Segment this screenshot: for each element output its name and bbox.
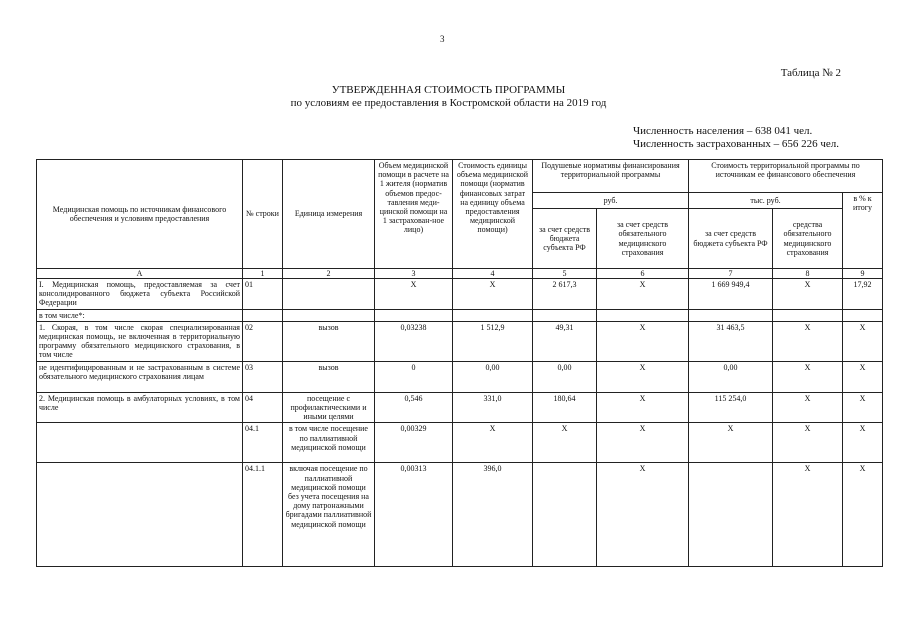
row-unit: вызов <box>283 361 375 392</box>
row-col-8 <box>773 309 843 321</box>
row-col-6: X <box>597 392 689 423</box>
header-col-8: средства обязательного медицинского страхования <box>773 209 843 269</box>
row-unit-cost: 0,00 <box>453 361 533 392</box>
num-6: 6 <box>597 269 689 279</box>
row-col-5: 0,00 <box>533 361 597 392</box>
table-label: Таблица № 2 <box>780 67 841 79</box>
title-line-1: УТВЕРЖДЕННАЯ СТОИМОСТЬ ПРОГРАММЫ <box>331 84 566 96</box>
row-unit-cost <box>453 309 533 321</box>
row-col-8: X <box>773 392 843 423</box>
header-col-9: в % к итогу <box>843 193 883 269</box>
header-col-1: № строки <box>243 160 283 269</box>
row-unit <box>283 279 375 310</box>
row-col-7: X <box>689 423 773 463</box>
row-unit-cost: 1 512,9 <box>453 321 533 361</box>
header-row-1 <box>37 160 883 193</box>
header-col-7: за счет средств бюджета субъекта РФ <box>689 209 773 269</box>
row-col-6: X <box>597 279 689 310</box>
table-row <box>37 309 883 321</box>
row-unit-cost: 331,0 <box>453 392 533 423</box>
title-line-2: по условиям ее предоставления в Костромской области на 2019 год <box>290 97 607 109</box>
row-number: 02 <box>243 321 283 361</box>
row-col-5 <box>533 309 597 321</box>
row-label <box>37 423 243 463</box>
table-row <box>37 423 883 463</box>
num-8: 8 <box>773 269 843 279</box>
row-label: 1. Скорая, в том числе скорая специализированная медицинская помощь, не включенная в территориальную программу обязательного медицинского страхования, в том числе <box>37 321 243 361</box>
header-group-cost: Стоимость территориальной программы по источникам ее финансового обеспечения <box>689 160 883 193</box>
row-col-9: X <box>843 392 883 423</box>
header-col-6: за счет средств обязательного медицинского страхования <box>597 209 689 269</box>
row-col-5: X <box>533 423 597 463</box>
header-col-2: Единица измерения <box>283 160 375 269</box>
row-col-5: 180,64 <box>533 392 597 423</box>
table-row <box>37 279 883 310</box>
header-group-norm: Подушевые нормативы финансирования территориальной программы <box>533 160 689 193</box>
document-title <box>0 84 897 110</box>
row-col-9: 17,92 <box>843 279 883 310</box>
row-label: не идентифицированным и не застрахованным в системе обязательного медицинского страхования лицам <box>37 361 243 392</box>
page-number: 3 <box>440 34 445 44</box>
table-row <box>37 361 883 392</box>
num-1: 1 <box>243 269 283 279</box>
row-col-8: X <box>773 463 843 567</box>
row-col-6: X <box>597 423 689 463</box>
table-row <box>37 321 883 361</box>
row-volume: 0 <box>375 361 453 392</box>
row-col-6: X <box>597 321 689 361</box>
header-col-4: Стоимость единицы объема медицинской помощи (норматив финансовых затрат на единицу объема предоставления медицинской помощи) <box>453 160 533 269</box>
header-rub: руб. <box>533 193 689 209</box>
row-label <box>37 463 243 567</box>
row-number: 04.1.1 <box>243 463 283 567</box>
insured-count: Численность застрахованных – 656 226 чел. <box>632 138 839 150</box>
row-col-5 <box>533 463 597 567</box>
row-volume: X <box>375 279 453 310</box>
row-unit-cost: X <box>453 423 533 463</box>
row-col-7: 0,00 <box>689 361 773 392</box>
row-unit: посещение с профилактическими и иными целями <box>283 392 375 423</box>
row-number <box>243 309 283 321</box>
num-5: 5 <box>533 269 597 279</box>
row-col-9: X <box>843 423 883 463</box>
row-col-7: 1 669 949,4 <box>689 279 773 310</box>
row-number: 04.1 <box>243 423 283 463</box>
row-unit: включая посещение по паллиативной медицинской помощи без учета посещения на дому патронажными бригадами паллиативной медицинской помощи <box>283 463 375 567</box>
row-col-7: 115 254,0 <box>689 392 773 423</box>
row-label: I. Медицинская помощь, предоставляемая за счет консолидированного бюджета субъекта Российской Федерации <box>37 279 243 310</box>
row-label: в том числе*: <box>37 309 243 321</box>
row-col-9: X <box>843 321 883 361</box>
row-unit <box>283 309 375 321</box>
row-unit-cost: X <box>453 279 533 310</box>
row-volume: 0,546 <box>375 392 453 423</box>
header-col-5: за счет средств бюджета субъекта РФ <box>533 209 597 269</box>
row-volume: 0,00313 <box>375 463 453 567</box>
row-col-7 <box>689 309 773 321</box>
row-volume: 0,00329 <box>375 423 453 463</box>
num-4: 4 <box>453 269 533 279</box>
row-volume <box>375 309 453 321</box>
row-number: 01 <box>243 279 283 310</box>
num-9: 9 <box>843 269 883 279</box>
row-col-9 <box>843 309 883 321</box>
table-row <box>37 392 883 423</box>
row-unit-cost: 396,0 <box>453 463 533 567</box>
header-col-a: Медицинская помощь по источникам финансового обеспечения и условиям предоставления <box>37 160 243 269</box>
row-col-8: X <box>773 321 843 361</box>
row-col-5: 2 617,3 <box>533 279 597 310</box>
row-col-8: X <box>773 361 843 392</box>
row-col-9: X <box>843 361 883 392</box>
row-col-9: X <box>843 463 883 567</box>
num-7: 7 <box>689 269 773 279</box>
row-col-5: 49,31 <box>533 321 597 361</box>
population-info <box>633 125 839 151</box>
row-col-7 <box>689 463 773 567</box>
row-volume: 0,03238 <box>375 321 453 361</box>
row-unit: вызов <box>283 321 375 361</box>
num-2: 2 <box>283 269 375 279</box>
row-number: 03 <box>243 361 283 392</box>
numbering-row <box>37 269 883 279</box>
num-a: А <box>37 269 243 279</box>
row-label: 2. Медицинская помощь в амбулаторных условиях, в том числе <box>37 392 243 423</box>
row-col-8: X <box>773 423 843 463</box>
table-row <box>37 463 883 567</box>
header-col-3: Объем медицинской помощи в расчете на 1 жителя (норматив объемов предос-тавления меди-цинской помощи на 1 застрахован-ное лицо) <box>375 160 453 269</box>
row-col-6 <box>597 309 689 321</box>
row-col-6: X <box>597 361 689 392</box>
row-col-8: X <box>773 279 843 310</box>
row-number: 04 <box>243 392 283 423</box>
row-unit: в том числе посещение по паллиативной медицинской помощи <box>283 423 375 463</box>
cost-table <box>36 159 883 567</box>
row-col-6: X <box>597 463 689 567</box>
population-count: Численность населения – 638 041 чел. <box>632 125 813 137</box>
header-thous-rub: тыс. руб. <box>689 193 843 209</box>
row-col-7: 31 463,5 <box>689 321 773 361</box>
num-3: 3 <box>375 269 453 279</box>
